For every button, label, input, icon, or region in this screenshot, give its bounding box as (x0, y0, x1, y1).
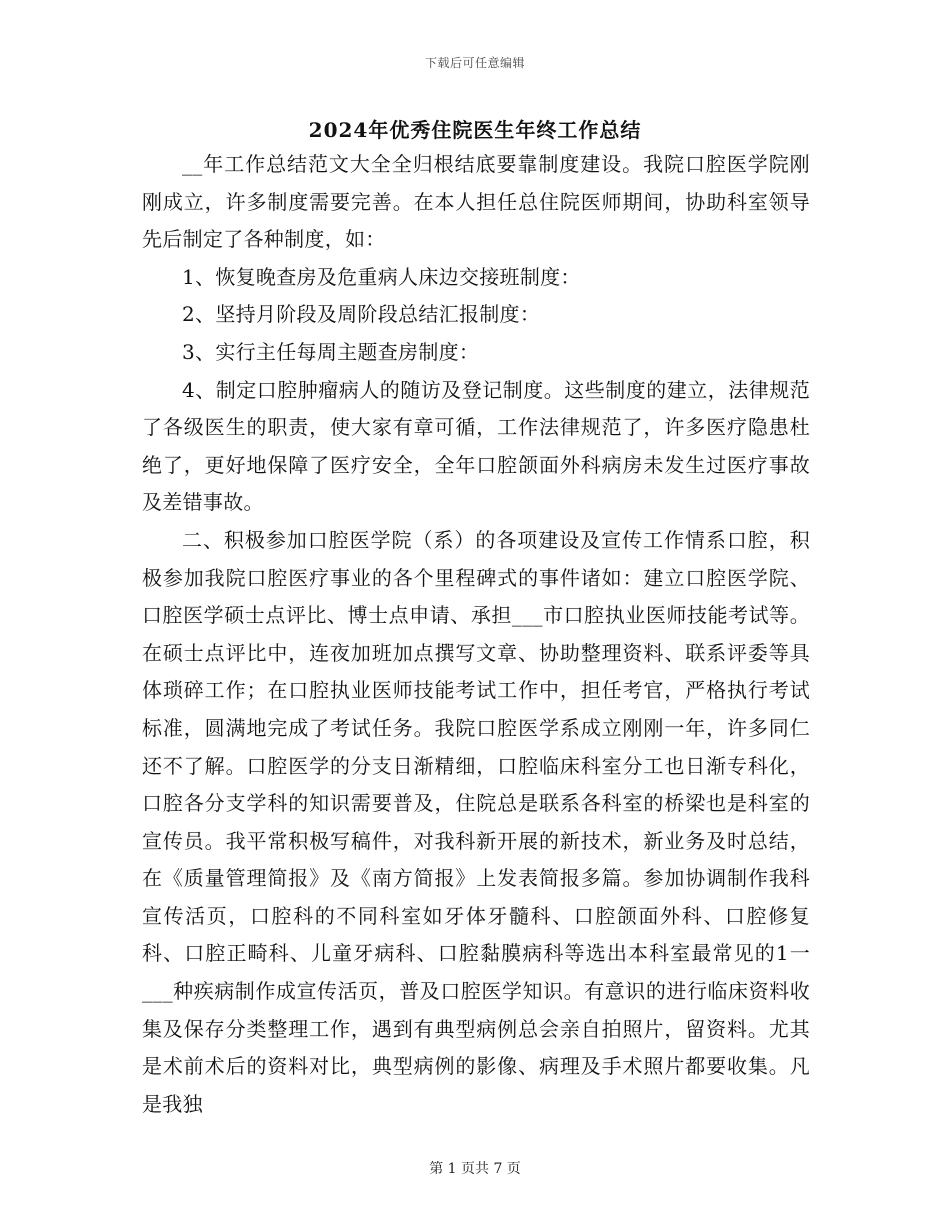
paragraph-item-3: 3、实行主任每周主题查房制度： (182, 339, 480, 364)
document-title: 2024年优秀住院医生年终工作总结 (308, 118, 642, 142)
header-note: 下载后可任意编辑 (424, 56, 525, 70)
paragraph-section-2: 二、积极参加口腔医学院（系）的各项建设及宣传工作情系口腔，积极参加我院口腔医疗事业的各个里程碑式的事件诸如：建立口腔医学院、口腔医学硕士点评比、博士点申请、承担___市口腔执业医师技能考试等。在硕士点评比中，连夜加班加点撰写文章、协助整理资料、联系评委等具体琐碎工作；在口腔执业医师技能考试工作中，担任考官，严格执行考试标准，圆满地完成了考试任务。我院口腔医学系成立刚刚一年，许多同仁还不了解。口腔医学的分支日渐精细，口腔临床科室分工也日渐专科化，口腔各分支学科的知识需要普及，住院总是联系各科室的桥梁也是科室的宣传员。我平常积极写稿件，对我科新开展的新技术，新业务及时总结，在《质量管理简报》及《南方简报》上发表简报多篇。参加协调制作我科宣传活页，口腔科的不同科室如牙体牙髓科、口腔颌面外科、口腔修复科、口腔正畸科、儿童牙病科、口腔黏膜病科等选出本科室最常见的1一___种疾病制作成宣传活页，普及口腔医学知识。有意识的进行临床资料收集及保存分类整理工作，遇到有典型病例总会亲自拍照片，留资料。尤其是术前术后的资料对比，典型病例的影像、病理及手术照片都要收集。凡是我独 (142, 527, 810, 1116)
page-number: 第 1 页共 7 页 (429, 1161, 521, 1177)
paragraph-item-1: 1、恢复晚查房及危重病人床边交接班制度： (182, 264, 581, 289)
paragraph-item-2: 2、坚持月阶段及周阶段总结汇报制度： (182, 302, 541, 327)
paragraph-item-4: 4、制定口腔肿瘤病人的随访及登记制度。这些制度的建立，法律规范了各级医生的职责，使大家有章可循，工作法律规范了，许多医疗隐患杜绝了，更好地保障了医疗安全，全年口腔颌面外科病房未发生过医疗事故及差错事故。 (142, 377, 810, 515)
document-body (142, 146, 810, 1123)
paragraph-intro: __年工作总结范文大全全归根结底要靠制度建设。我院口腔医学院刚刚成立，许多制度需要完善。在本人担任总住院医师期间，协助科室领导先后制定了各种制度，如： (142, 152, 810, 252)
